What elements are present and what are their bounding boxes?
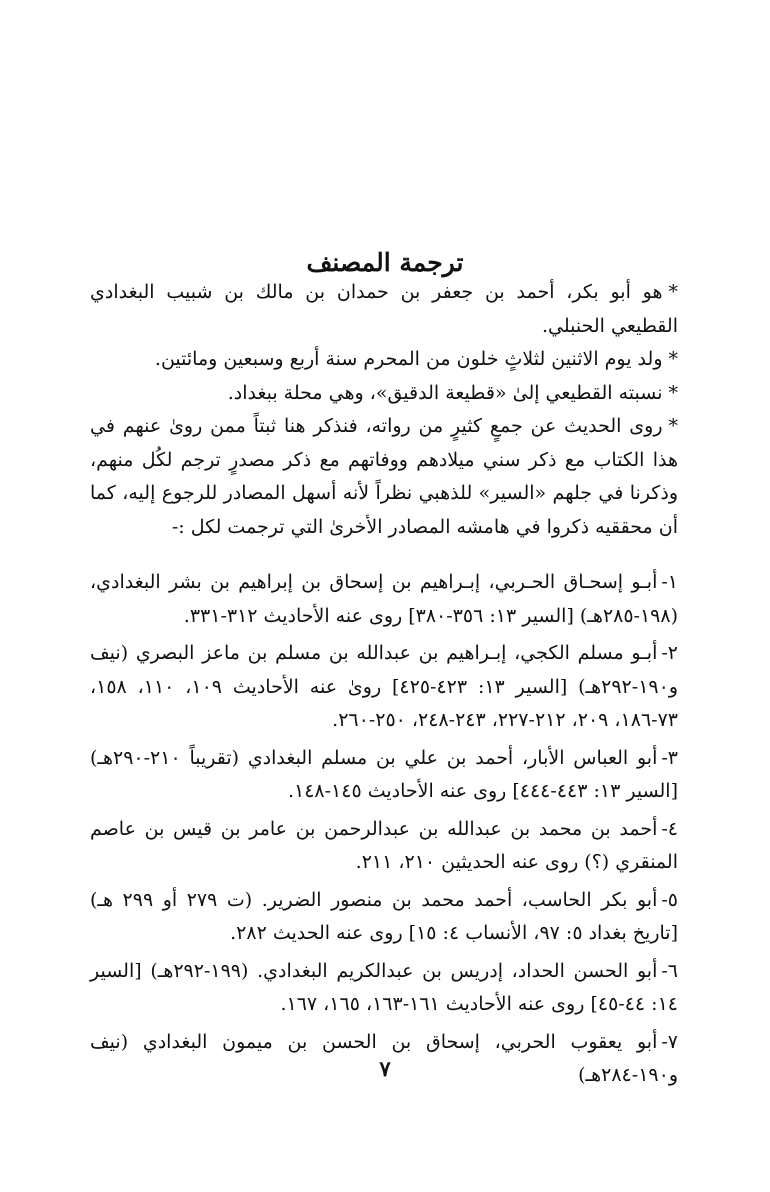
entry-text: أحمد بن محمد بن عبدالله بن عبدالرحمن بن عامر بن قيس بن عاصم المنقري (؟) روى عنه الحديثين ٢١٠، ٢١١.	[90, 817, 678, 873]
entry-number: ٥-	[661, 888, 678, 911]
teacher-entry	[90, 637, 678, 738]
entry-text: أبو العباس الأبار، أحمد بن علي بن مسلم البغدادي (تقريباً ٢١٠-٢٩٠هـ) [السير ١٣: ٤٤٣-٤٤٤] روى عنه الأحاديث ١٤٥-١٤٨.	[90, 746, 678, 802]
bio-paragraph-birth	[90, 343, 678, 377]
entry-number: ٢-	[661, 642, 678, 664]
asterisk-marker: *	[668, 281, 678, 303]
page-title: ترجمة المصنف	[306, 248, 464, 277]
bio-paragraph-teachers	[90, 410, 678, 544]
teacher-entry	[90, 813, 678, 880]
teacher-entry	[90, 566, 678, 633]
teacher-entry	[90, 955, 678, 1022]
entry-text: أبو يعقوب الحربي، إسحاق بن الحسن بن ميمون البغدادي (نيف و١٩٠-٢٨٤هـ)	[90, 1030, 678, 1086]
page-number: ٧	[379, 1056, 391, 1081]
entry-number: ٧-	[661, 1030, 678, 1053]
bio-paragraph-nisba	[90, 377, 678, 411]
entry-number: ٣-	[661, 746, 678, 769]
entry-number: ١-	[661, 571, 678, 593]
entry-number: ٦-	[661, 959, 678, 982]
bio-text: هو أبو بكر، أحمد بن جعفر بن حمدان بن مالك بن شبيب البغدادي القطيعي الحنبلي.	[90, 281, 678, 337]
entry-text: أبـو إسحـاق الحـربي، إبـراهيم بن إسحاق بن إبراهيم بن بشر البغدادي، (١٩٨-٢٨٥هـ) [السير ١٣: ٣٥٦-٣٨٠] روى عنه الأحاديث ٣١٢-٣٣١.	[90, 571, 678, 627]
entry-text: أبو بكر الحاسب، أحمد محمد بن منصور الضرير. (ت ٢٧٩ أو ٢٩٩ هـ) [تاريخ بغداد ٥: ٩٧، الأنساب ٤: ١٥] روى عنه الحديث ٢٨٢.	[90, 888, 678, 944]
teacher-entry	[90, 884, 678, 951]
entry-text: أبـو مسلم الكجي، إبـراهيم بن عبدالله بن مسلم بن ماعز البصري (نيف و١٩٠-٢٩٢هـ) [السير ١٣: ٤٢٣-٤٢٥] روىٰ عنه الأحاديث ١٠٩، ١١٠، ١٥٨، ٧٣-١٨٦، ٢٠٩، ٢١٢-٢٢٧، ٢٤٣-٢٤٨، ٢٥٠-٢٦٠.	[90, 642, 678, 731]
section-gap	[90, 544, 678, 566]
bio-text: ولد يوم الاثنين لثلاثٍ خلون من المحرم سنة أربع وسبعين ومائتين.	[154, 348, 663, 370]
bio-paragraph-name	[90, 276, 678, 343]
asterisk-marker: *	[668, 415, 678, 437]
bio-text: روى الحديث عن جمعٍ كثيرٍ من رواته، فنذكر هنا ثبتاً ممن روىٰ عنهم في هذا الكتاب مع ذكر سني ميلادهم ووفاتهم مع ذكر مصدرٍ ترجم لكُل منهم، وذكرنا في جلهم «السير» للذهبي نظراً لأنه أسهل المصادر للرجوع إليه، كما أن محققيه ذكروا في هامشه المصادر الأخرىٰ التي ترجمت لكل :-	[90, 415, 678, 538]
asterisk-marker: *	[668, 348, 678, 370]
asterisk-marker: *	[668, 381, 678, 404]
page-body	[90, 276, 678, 1097]
bio-text: نسبته القطيعي إلىٰ «قطيعة الدقيق»، وهي محلة ببغداد.	[227, 381, 663, 404]
teacher-entry	[90, 742, 678, 809]
entry-number: ٤-	[661, 817, 678, 840]
entry-text: أبو الحسن الحداد، إدريس بن عبدالكريم البغدادي. (١٩٩-٢٩٢هـ) [السير ١٤: ٤٤-٤٥] روى عنه الأحاديث ١٦١-١٦٣، ١٦٥، ١٦٧.	[90, 959, 678, 1015]
